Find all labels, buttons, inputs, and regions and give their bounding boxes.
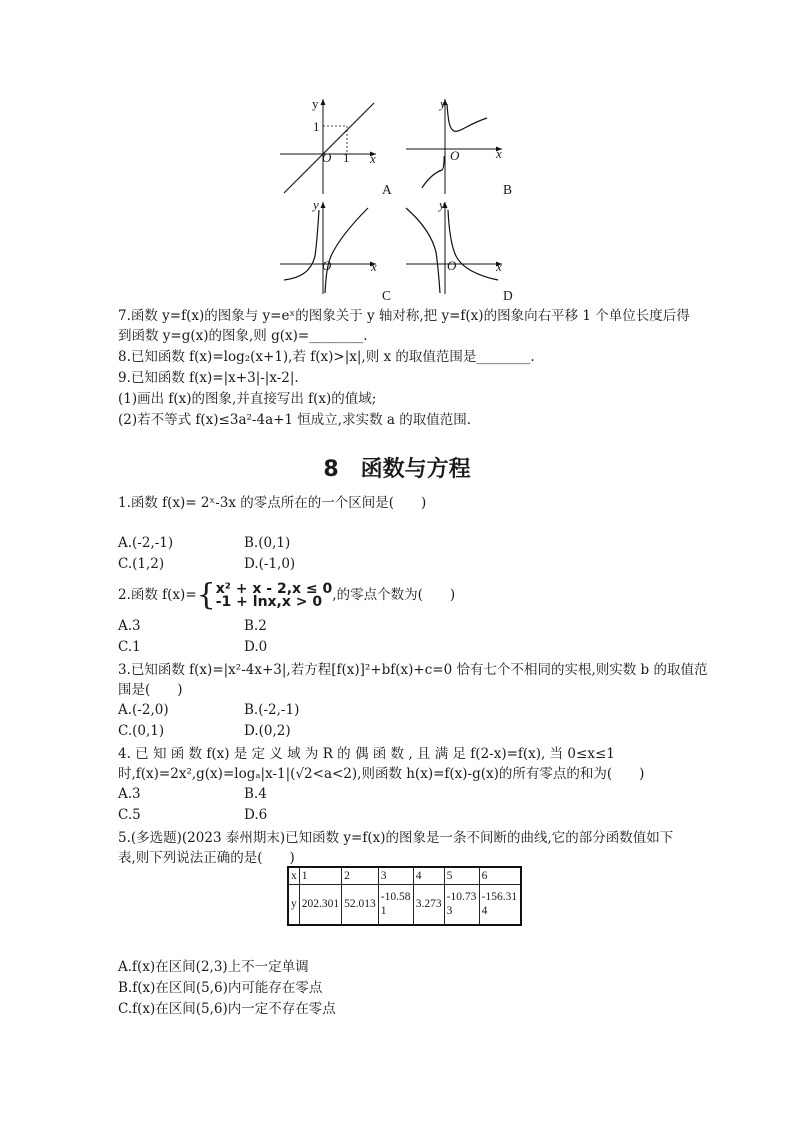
question-9-part-1: (1)画出 f(x)的图象,并直接写出 f(x)的值域; xyxy=(118,391,377,407)
table-row-x xyxy=(288,867,521,885)
option-c: C.1 xyxy=(118,639,141,655)
table-header-x: x xyxy=(288,867,299,885)
x-label: x xyxy=(370,151,376,166)
table-cell: 2 xyxy=(342,867,379,885)
graph-b xyxy=(404,96,504,196)
piecewise-case-2: -1 + lnx,x > 0 xyxy=(215,593,323,610)
graph-a xyxy=(278,96,378,196)
section-question-5-line-2: 表,则下列说法正确的是( ) xyxy=(118,850,295,866)
x-label: x xyxy=(496,259,502,274)
table-cell: 6 xyxy=(479,867,521,885)
origin-label: O xyxy=(322,258,332,273)
table-cell: 1 xyxy=(299,867,341,885)
table-cell: 4 xyxy=(413,867,444,885)
option-d: D.0 xyxy=(244,639,268,655)
table-cell: 3.273 xyxy=(413,885,444,925)
section-question-1: 1.函数 f(x)= 2ˣ-3x 的零点所在的一个区间是( ) xyxy=(118,495,427,511)
option-b: B.(-2,-1) xyxy=(244,702,300,718)
table-row-y xyxy=(288,885,521,925)
table-cell: -156.31 4 xyxy=(479,885,521,925)
q2-suffix: ,的零点个数为( ) xyxy=(332,587,456,603)
section-question-5-line-1: 5.(多选题)(2023 泰州期末)已知函数 y=f(x)的图象是一条不间断的曲线,它的部分函数值如下 xyxy=(118,830,674,846)
option-c: C.f(x)在区间(5,6)内一定不存在零点 xyxy=(118,1001,336,1017)
curve-right xyxy=(325,208,368,293)
curve xyxy=(284,103,374,193)
option-label-a: A xyxy=(382,182,392,197)
origin-label: O xyxy=(450,148,460,163)
option-label-b: B xyxy=(503,182,513,197)
question-7-line-1: 7.函数 y=f(x)的图象与 y=eˣ的图象关于 y 轴对称,把 y=f(x)的图象向右平移 1 个单位长度后得 xyxy=(118,308,690,324)
option-c: C.5 xyxy=(118,807,141,823)
piecewise-case-1: x² + x - 2,x ≤ 0 xyxy=(215,580,333,597)
table-cell: 5 xyxy=(444,867,479,885)
option-a: A.f(x)在区间(2,3)上不一定单调 xyxy=(118,959,309,975)
table-cell: 3 xyxy=(378,867,413,885)
section-question-3-line-2: 围是( ) xyxy=(118,682,183,698)
table-cell: -10.58 1 xyxy=(378,885,413,925)
y-label: y xyxy=(312,96,319,111)
option-a: A.3 xyxy=(118,618,141,634)
option-label-c: C xyxy=(382,288,392,303)
section-question-4-line-1: 4. 已 知 函 数 f(x) 是 定 义 域 为 R 的 偶 函 数 , 且 满 足 f(2-x)=f(x), 当 0≤x≤1 xyxy=(118,746,615,762)
section-question-3-line-1: 3.已知函数 f(x)=|x²-4x+3|,若方程[f(x)]²+bf(x)+c=0 恰有七个不相同的实根,则实数 b 的取值范 xyxy=(118,662,708,678)
section-title: 8 函数与方程 xyxy=(323,457,471,482)
question-9-stem: 9.已知函数 f(x)=|x+3|-|x-2|. xyxy=(118,370,299,386)
option-b: B.2 xyxy=(244,618,267,634)
value-table xyxy=(287,866,522,926)
option-a: A.(-2,0) xyxy=(118,702,169,718)
option-c: C.(0,1) xyxy=(118,723,165,739)
option-b: B.(0,1) xyxy=(244,535,291,551)
table-cell: -10.73 3 xyxy=(444,885,479,925)
graph-c xyxy=(278,196,378,296)
y-label: y xyxy=(439,197,445,212)
option-label-d: D xyxy=(503,288,513,303)
curve-left xyxy=(406,208,440,293)
tick-label-y: 1 xyxy=(313,119,320,134)
option-b: B.4 xyxy=(244,786,267,802)
option-d: D.(0,2) xyxy=(244,723,291,739)
x-label: x xyxy=(371,259,377,274)
option-c: C.(1,2) xyxy=(118,556,165,572)
piecewise-cases xyxy=(215,580,333,610)
q2-prefix: 2.函数 f(x)= xyxy=(118,587,197,603)
table-cell: 52.013 xyxy=(342,885,379,925)
origin-label: O xyxy=(447,258,457,273)
x-label: x xyxy=(496,146,502,161)
question-9-part-2: (2)若不等式 f(x)≤3a²-4a+1 恒成立,求实数 a 的取值范围. xyxy=(118,412,472,428)
table-cell: 202.301 xyxy=(299,885,341,925)
question-7-line-2: 到函数 y=g(x)的图象,则 g(x)=________. xyxy=(118,328,368,344)
section-question-4-line-2: 时,f(x)=2x²,g(x)=logₐ|x-1|(√2<a<2),则函数 h(x)=f(x)-g(x)的所有零点的和为( ) xyxy=(118,766,645,782)
y-label: y xyxy=(440,96,446,111)
question-8: 8.已知函数 f(x)=log₂(x+1),若 f(x)>|x|,则 x 的取值范围是________. xyxy=(118,349,535,365)
section-question-2 xyxy=(118,578,678,612)
option-b: B.f(x)在区间(5,6)内可能存在零点 xyxy=(118,980,323,996)
option-d: D.(-1,0) xyxy=(244,556,296,572)
curve-left xyxy=(422,156,444,188)
table-header-y: y xyxy=(288,885,299,925)
y-label: y xyxy=(313,197,319,212)
option-a: A.3 xyxy=(118,786,141,802)
brace-symbol: { xyxy=(196,577,216,613)
origin-label: O xyxy=(322,150,332,165)
option-d: D.6 xyxy=(244,807,268,823)
curve-right xyxy=(447,104,487,131)
option-a: A.(-2,-1) xyxy=(118,535,174,551)
graph-d xyxy=(404,196,504,296)
curve-left xyxy=(284,210,319,280)
tick-label-x: 1 xyxy=(343,150,350,165)
